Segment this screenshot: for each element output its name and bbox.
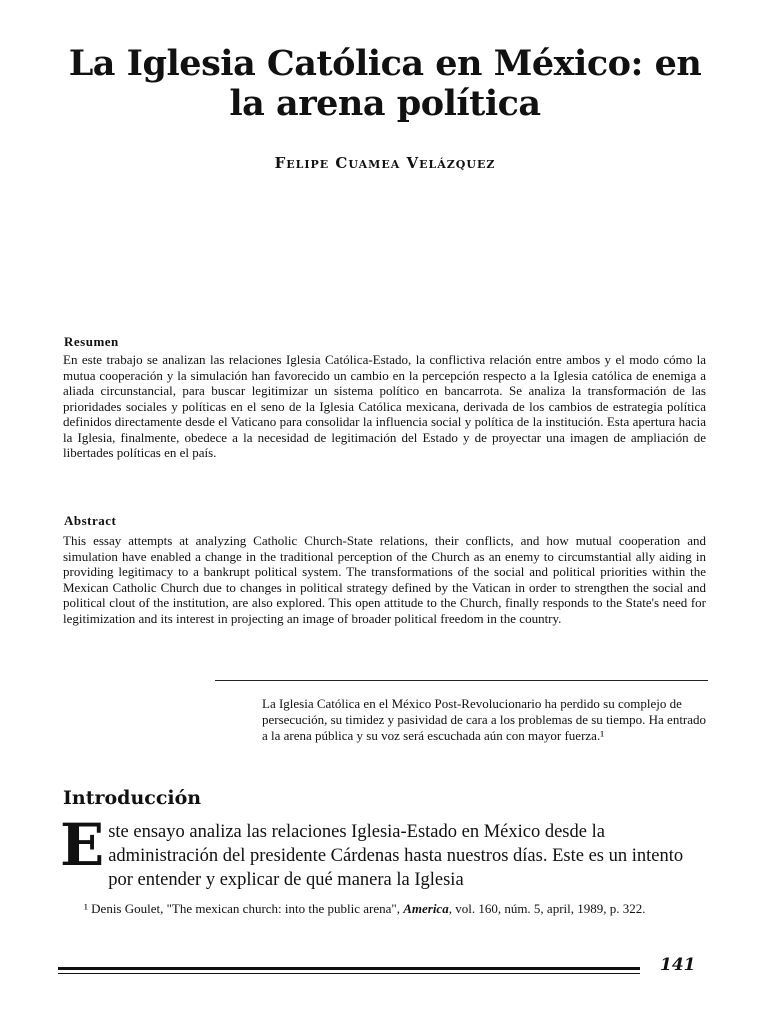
resumen-label: Resumen (64, 334, 119, 349)
footnote-journal: America (403, 901, 449, 916)
drop-cap: E (60, 811, 105, 879)
epigraph-quote: La Iglesia Católica en el México Post-Revolucionario ha perdido su complejo de persecución, su timidez y pasividad de cara a los problemas de su tiempo. Ha entrado a la arena pública y su voz será escuchada aún con mayor fuerza.¹ (262, 696, 707, 743)
title-line-1: La Iglesia Católica en México: en (68, 43, 702, 84)
abstract-label: Abstract (64, 513, 117, 528)
section-heading-introduccion: Introducción (63, 787, 202, 809)
footer-rule-thin (58, 973, 640, 974)
footnote-text-before: Denis Goulet, "The mexican church: into the public arena", (87, 901, 404, 916)
footnote (58, 900, 708, 918)
footnote-marker: ¹ (84, 901, 88, 916)
footer-rule-thick (58, 967, 640, 970)
author-name: Felipe Cuamea Velázquez (274, 154, 496, 172)
abstract-text: This essay attempts at analyzing Catholic Church-State relations, their conflicts, and how mutual cooperation and simulation have enabled a change in the traditional perception of the Church as an enemy to circumstantial ally aiding in providing legitimacy to a bankrupt political system. The transformations of the social and political priorities within the Mexican Catholic Church due to changes in political strategy defined by the Vatican in order to strengthen the social and political clout of the institution, are also explored. This open attitude to the Church, finally responds to the State's need for legitimization and its interest in projecting an image of broader political freedom in the country. (63, 533, 706, 626)
intro-text: ste ensayo analiza las relaciones Iglesia-Estado en México desde la administración del presidente Cárdenas hasta nuestros días. Este es un intento por entender y explicar de qué manera la Iglesia (108, 822, 684, 890)
footnote-text-after: , vol. 160, núm. 5, april, 1989, p. 322. (448, 901, 646, 916)
resumen-text: En este trabajo se analizan las relaciones Iglesia Católica-Estado, la conflictiva relación entre ambos y el modo cómo la mutua cooperación y la simulación han favorecido un cambio en la percepción respecto a la Iglesia católica de enemiga a aliada circunstancial, para buscar legitimizar un sistema político en bancarrota. Se analiza la transformación de las prioridades sociales y políticas en el seno de la Iglesia Católica mexicana, derivada de los cambios de estrategia política definidos directamente desde el Vaticano para consolidar la influencia social y política de la institución. Esta apertura hacia la Iglesia, finalmente, obedece a la necesidad de legitimación del Estado y de proyectar una imagen de ampliación de libertades políticas en el país. (63, 352, 706, 460)
intro-paragraph (60, 811, 708, 892)
article-title (60, 44, 710, 124)
epigraph-divider (215, 680, 708, 681)
title-line-2: la arena política (229, 83, 541, 124)
page-number: 141 (660, 955, 696, 975)
